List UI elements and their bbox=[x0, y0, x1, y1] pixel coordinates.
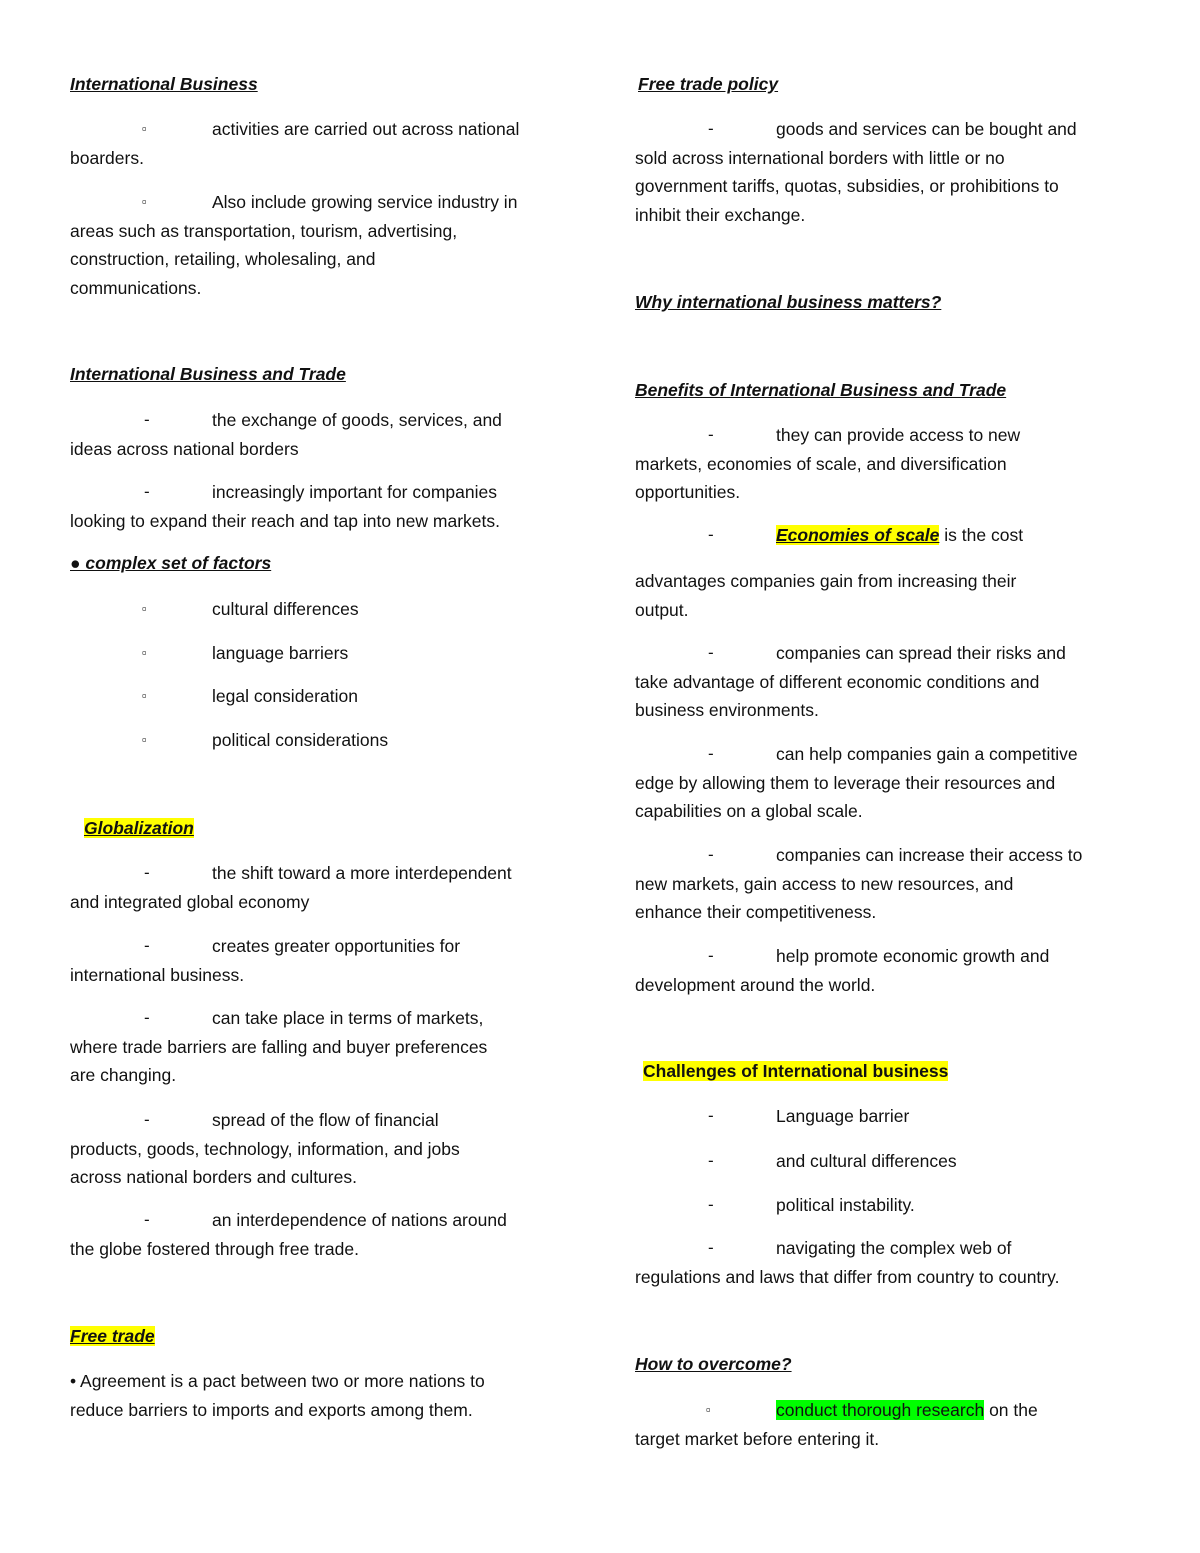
item-text-tail: on the bbox=[984, 1400, 1038, 1420]
item-text: target market before entering it. bbox=[635, 1428, 880, 1449]
dash-marker: - bbox=[708, 643, 714, 662]
list-item bbox=[635, 942, 1165, 999]
dash-marker: - bbox=[708, 425, 714, 444]
item-text: development around the world. bbox=[635, 974, 876, 995]
heading-why-international-business: Why international business matters? bbox=[635, 292, 942, 312]
item-text: the globe fostered through free trade. bbox=[70, 1238, 359, 1259]
item-text: increasingly important for companies bbox=[212, 482, 497, 502]
dash-marker: - bbox=[708, 1195, 714, 1214]
item-text: enhance their competitiveness. bbox=[635, 902, 877, 922]
item-text: sold across international borders with little or no bbox=[635, 147, 1005, 168]
item-text: capabilities on a global scale. bbox=[635, 801, 863, 821]
item-text: new markets, gain access to new resources, and bbox=[635, 873, 1014, 894]
item-text: political instability. bbox=[776, 1195, 915, 1215]
item-text: output. bbox=[635, 599, 689, 620]
heading-how-to-overcome: How to overcome? bbox=[635, 1354, 792, 1374]
item-text: are changing. bbox=[70, 1065, 177, 1085]
heading-text: Challenges of International business bbox=[643, 1061, 949, 1081]
item-text: and integrated global economy bbox=[70, 891, 310, 912]
item-text: goods and services can be bought and bbox=[776, 119, 1077, 139]
heading-challenges bbox=[643, 1059, 948, 1083]
bullet-square-icon: ▫ bbox=[142, 688, 147, 703]
item-text: and cultural differences bbox=[776, 1151, 957, 1171]
item-text: government tariffs, quotas, subsidies, or prohibitions to bbox=[635, 176, 1059, 196]
item-text: areas such as transportation, tourism, advertising, bbox=[70, 220, 458, 241]
highlighted-phrase: conduct thorough research bbox=[776, 1400, 985, 1420]
dash-marker: - bbox=[708, 525, 714, 544]
list-item bbox=[70, 115, 590, 172]
item-text bbox=[635, 1396, 1165, 1425]
item-text: boarders. bbox=[70, 147, 144, 168]
list-item bbox=[635, 1102, 1165, 1131]
highlighted-term: Economies of scale bbox=[776, 525, 940, 545]
item-text: can help companies gain a competitive bbox=[776, 744, 1078, 764]
dash-marker: - bbox=[144, 1008, 150, 1027]
list-item bbox=[635, 115, 1165, 229]
heading-free-trade bbox=[70, 1324, 155, 1348]
item-text: across national borders and cultures. bbox=[70, 1167, 357, 1187]
list-item bbox=[70, 682, 590, 711]
list-item bbox=[635, 1234, 1175, 1291]
list-item bbox=[70, 932, 590, 989]
item-text: political considerations bbox=[212, 730, 389, 750]
dash-marker: - bbox=[708, 119, 714, 138]
bullet-square-icon: ▫ bbox=[142, 121, 147, 136]
dash-marker: - bbox=[708, 1238, 714, 1257]
bullet-square-icon: ▫ bbox=[706, 1402, 711, 1417]
item-text: business environments. bbox=[635, 700, 819, 720]
paragraph-line: reduce barriers to imports and exports among them. bbox=[70, 1399, 473, 1420]
paragraph-line: • Agreement is a pact between two or more nations to bbox=[70, 1371, 485, 1391]
list-item bbox=[635, 421, 1165, 507]
item-text: language barriers bbox=[212, 643, 349, 663]
item-text: an interdependence of nations around bbox=[212, 1210, 507, 1230]
item-text: markets, economies of scale, and diversification bbox=[635, 453, 1007, 474]
list-item bbox=[635, 1147, 1165, 1176]
dash-marker: - bbox=[708, 946, 714, 965]
item-text: Language barrier bbox=[776, 1106, 910, 1126]
item-text: companies can spread their risks and bbox=[776, 643, 1066, 663]
list-item bbox=[70, 595, 590, 624]
heading-text: Free trade bbox=[70, 1326, 155, 1346]
heading-globalization bbox=[84, 816, 194, 840]
item-text: inhibit their exchange. bbox=[635, 204, 806, 225]
bullet-square-icon: ▫ bbox=[142, 732, 147, 747]
bullet-square-icon: ▫ bbox=[142, 194, 147, 209]
dash-marker: - bbox=[144, 1210, 150, 1229]
item-text: spread of the flow of financial bbox=[212, 1110, 439, 1130]
list-item bbox=[70, 478, 590, 535]
dash-marker: - bbox=[708, 744, 714, 763]
item-text: the shift toward a more interdependent bbox=[212, 863, 512, 883]
item-text: creates greater opportunities for bbox=[212, 936, 461, 956]
list-item bbox=[635, 1191, 1165, 1220]
list-item bbox=[635, 841, 1165, 927]
list-item bbox=[70, 1206, 590, 1263]
item-text: cultural differences bbox=[212, 599, 359, 619]
list-item bbox=[70, 859, 590, 916]
item-text: help promote economic growth and bbox=[776, 946, 1050, 966]
bullet-square-icon: ▫ bbox=[142, 645, 147, 660]
paragraph bbox=[70, 1367, 590, 1424]
item-text: advantages companies gain from increasing their bbox=[635, 571, 1017, 591]
item-text: international business. bbox=[70, 964, 245, 985]
item-text: regulations and laws that differ from country to country. bbox=[635, 1266, 1060, 1287]
list-item bbox=[70, 1106, 590, 1192]
item-text: opportunities. bbox=[635, 482, 741, 502]
item-text: legal consideration bbox=[212, 686, 358, 706]
item-text: Also include growing service industry in bbox=[212, 192, 518, 212]
item-text: ideas across national borders bbox=[70, 438, 299, 459]
list-item bbox=[70, 188, 590, 302]
list-item bbox=[70, 639, 590, 668]
item-text: products, goods, technology, information, and jobs bbox=[70, 1138, 460, 1159]
item-text-tail: is the cost bbox=[939, 525, 1024, 545]
list-item bbox=[635, 740, 1165, 826]
item-text: construction, retailing, wholesaling, and bbox=[70, 249, 376, 269]
item-text: where trade barriers are falling and buyer preferences bbox=[70, 1036, 488, 1057]
dash-marker: - bbox=[708, 845, 714, 864]
heading-text: Globalization bbox=[84, 818, 194, 838]
item-text bbox=[635, 521, 1165, 550]
heading-international-business: International Business bbox=[70, 74, 258, 94]
dash-marker: - bbox=[144, 1110, 150, 1129]
dash-marker: - bbox=[144, 482, 150, 501]
list-item bbox=[635, 521, 1165, 550]
list-item-continuation bbox=[635, 567, 1165, 624]
item-text: companies can increase their access to bbox=[776, 845, 1083, 865]
bullet-square-icon: ▫ bbox=[142, 601, 147, 616]
dash-marker: - bbox=[708, 1106, 714, 1125]
dash-marker: - bbox=[144, 863, 150, 882]
heading-free-trade-policy: Free trade policy bbox=[638, 74, 779, 94]
item-text: edge by allowing them to leverage their resources and bbox=[635, 772, 1056, 793]
dash-marker: - bbox=[144, 410, 150, 429]
list-item bbox=[635, 1396, 1165, 1453]
item-text: activities are carried out across national bbox=[212, 119, 520, 139]
list-item bbox=[70, 1004, 590, 1090]
list-item bbox=[635, 639, 1165, 725]
heading-benefits: Benefits of International Business and Trade bbox=[635, 380, 1007, 400]
heading-complex-factors: ● complex set of factors bbox=[70, 553, 272, 573]
item-text: the exchange of goods, services, and bbox=[212, 410, 502, 430]
item-text: take advantage of different economic conditions and bbox=[635, 671, 1040, 692]
heading-international-business-trade: International Business and Trade bbox=[70, 364, 346, 384]
item-text: can take place in terms of markets, bbox=[212, 1008, 484, 1028]
list-item bbox=[70, 406, 590, 463]
item-text: looking to expand their reach and tap into new markets. bbox=[70, 510, 500, 531]
dash-marker: - bbox=[144, 936, 150, 955]
dash-marker: - bbox=[708, 1151, 714, 1170]
list-item bbox=[70, 726, 590, 755]
item-text: navigating the complex web of bbox=[776, 1238, 1012, 1258]
item-text: they can provide access to new bbox=[776, 425, 1021, 445]
item-text: communications. bbox=[70, 277, 202, 298]
